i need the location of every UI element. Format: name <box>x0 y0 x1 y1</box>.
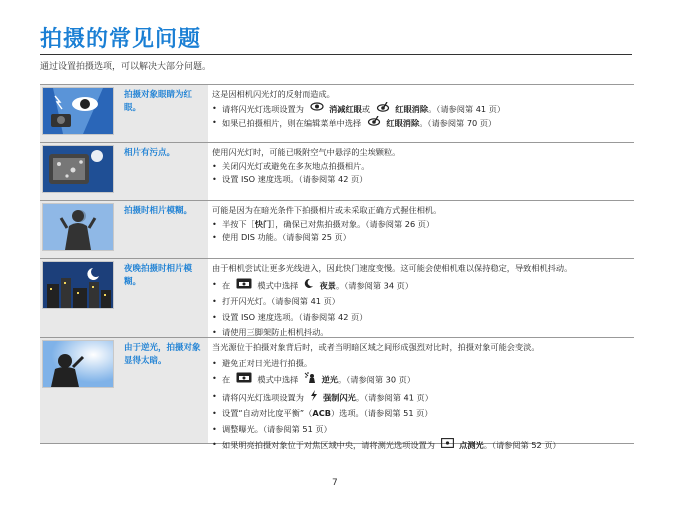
bullet-text: 请将闪光灯选项设置为 <box>222 391 304 402</box>
flash-icon <box>310 390 318 406</box>
title-divider <box>40 54 632 55</box>
question-text: 拍摄对象眼睛为红眼。 <box>124 90 193 113</box>
scene-mode-icon <box>236 278 252 294</box>
blurry-photo-thumbnail <box>42 203 114 251</box>
description-text: 由于相机尝试让更多光线进入，因此快门速度变慢。这可能会使相机难以保持稳定，导致相机抖动。 <box>212 263 573 273</box>
option-label: 红眼消除 <box>395 103 429 114</box>
row-right-cell <box>208 85 634 142</box>
list-item <box>212 278 634 294</box>
list-item <box>212 218 634 232</box>
troubleshooting-table <box>40 84 634 450</box>
list-item <box>212 372 634 388</box>
scene-mode-icon <box>236 372 252 388</box>
list-item <box>212 390 634 406</box>
list-item <box>212 116 634 131</box>
list-item: • 打开闪光灯。（请参阅第 41 页） <box>212 295 634 309</box>
bullet-text: 。（请参阅第 41 页） <box>428 103 506 114</box>
list-item: • 请使用三脚架防止相机抖动。 <box>212 326 634 340</box>
bullet-text: ］，确保已对焦拍摄对象。（请参阅第 26 页） <box>271 218 435 229</box>
list-item: • 避免正对日光进行拍摄。 <box>212 357 634 371</box>
option-label: 逆光 <box>321 374 338 385</box>
dust-spots-thumbnail <box>42 145 114 193</box>
list-item: • 设置 ISO 速度选项。（请参阅第 42 页） <box>212 311 634 325</box>
option-label: 夜景 <box>319 279 336 290</box>
description-text: 使用闪光灯时，可能已吸附空气中悬浮的尘埃颗粒。 <box>212 147 401 157</box>
description-text: 当光源位于拍摄对象背后时，或者当明暗区域之间形成强烈对比时，拍摄对象可能会变淡。 <box>212 342 540 352</box>
bullet-text: 。（请参阅第 41 页） <box>355 391 433 402</box>
table-row <box>40 143 634 201</box>
bullet-text: 在 <box>222 374 231 385</box>
red-eye-fix-icon <box>367 116 381 131</box>
bullet-text: 半按下［ <box>222 218 255 229</box>
bullet-text: 。（请参阅第 34 页） <box>335 279 414 290</box>
option-label: 消减红眼 <box>329 103 362 114</box>
bullet-text: 模式中选择 <box>257 374 299 385</box>
question-text: 拍摄时相片模糊。 <box>124 206 193 216</box>
row-left-cell <box>40 259 208 337</box>
bullet-text: 设置“自动对比度平衡”（ <box>222 408 313 418</box>
question-text: 夜晚拍摄时相片模糊。 <box>124 264 193 287</box>
red-eye-thumbnail <box>42 87 114 135</box>
row-left-cell <box>40 143 208 200</box>
row-right-cell <box>208 338 634 450</box>
list-item <box>212 407 634 421</box>
night-moon-icon <box>304 278 314 293</box>
table-row <box>40 259 634 338</box>
spot-metering-icon <box>441 438 454 453</box>
option-label: ACB <box>312 408 331 418</box>
red-eye-fix-icon <box>376 102 390 117</box>
description-text: 可能是因为在暗光条件下拍摄相片或未采取正确方式握住相机。 <box>212 205 442 215</box>
page-title: 拍摄的常见问题 <box>40 27 202 52</box>
page-subtitle: 通过设置拍摄选项，可以解决大部分问题。 <box>40 62 212 72</box>
red-eye-reduction-icon <box>310 102 324 116</box>
table-row <box>40 85 634 143</box>
row-left-cell <box>40 201 208 258</box>
table-row <box>40 201 634 259</box>
bullet-text: 如果明亮拍摄对象位于对焦区域中央，请将测光选项设置为 <box>222 439 435 450</box>
bullet-text: 模式中选择 <box>257 279 299 290</box>
row-right-cell <box>208 201 634 258</box>
row-right-cell <box>208 259 634 337</box>
bullet-text: 如果已拍摄相片，则在编辑菜单中选择 <box>222 117 362 128</box>
question-text: 由于逆光，拍摄对象显得太暗。 <box>124 343 201 366</box>
page-number: 7 <box>332 478 338 488</box>
bullet-text: 。（请参阅第 70 页） <box>419 117 497 128</box>
button-label: 快门 <box>254 218 272 229</box>
night-scene-thumbnail <box>42 261 114 309</box>
bullet-text: 或 <box>361 103 371 114</box>
bullet-text: 请将闪光灯选项设置为 <box>222 103 304 114</box>
backlight-icon <box>304 372 316 388</box>
backlight-thumbnail <box>42 340 114 388</box>
question-text: 相片有污点。 <box>124 148 176 158</box>
list-item <box>212 438 634 453</box>
table-row <box>40 338 634 450</box>
list-item: • 设置 ISO 速度选项。（请参阅第 42 页） <box>212 173 634 187</box>
row-left-cell <box>40 85 208 142</box>
row-left-cell <box>40 338 208 443</box>
bullet-text: ）选项。（请参阅第 51 页） <box>330 408 433 418</box>
bullet-text: 。（请参阅第 30 页） <box>337 374 416 385</box>
row-right-cell <box>208 143 634 200</box>
bullet-text: 在 <box>222 279 231 290</box>
list-item: • 使用 DIS 功能。（请参阅第 25 页） <box>212 231 634 245</box>
list-item: • 调整曝光。（请参阅第 51 页） <box>212 423 634 437</box>
option-label: 强制闪光 <box>323 391 356 402</box>
list-item <box>212 102 634 117</box>
list-item: • 关闭闪光灯或避免在多灰地点拍摄相片。 <box>212 160 634 174</box>
option-label: 红眼消除 <box>386 117 420 128</box>
bullet-text: 。（请参阅第 52 页） <box>483 439 561 450</box>
description-text: 这是因相机闪光灯的反射而造成。 <box>212 89 335 99</box>
option-label: 点测光 <box>459 439 484 450</box>
